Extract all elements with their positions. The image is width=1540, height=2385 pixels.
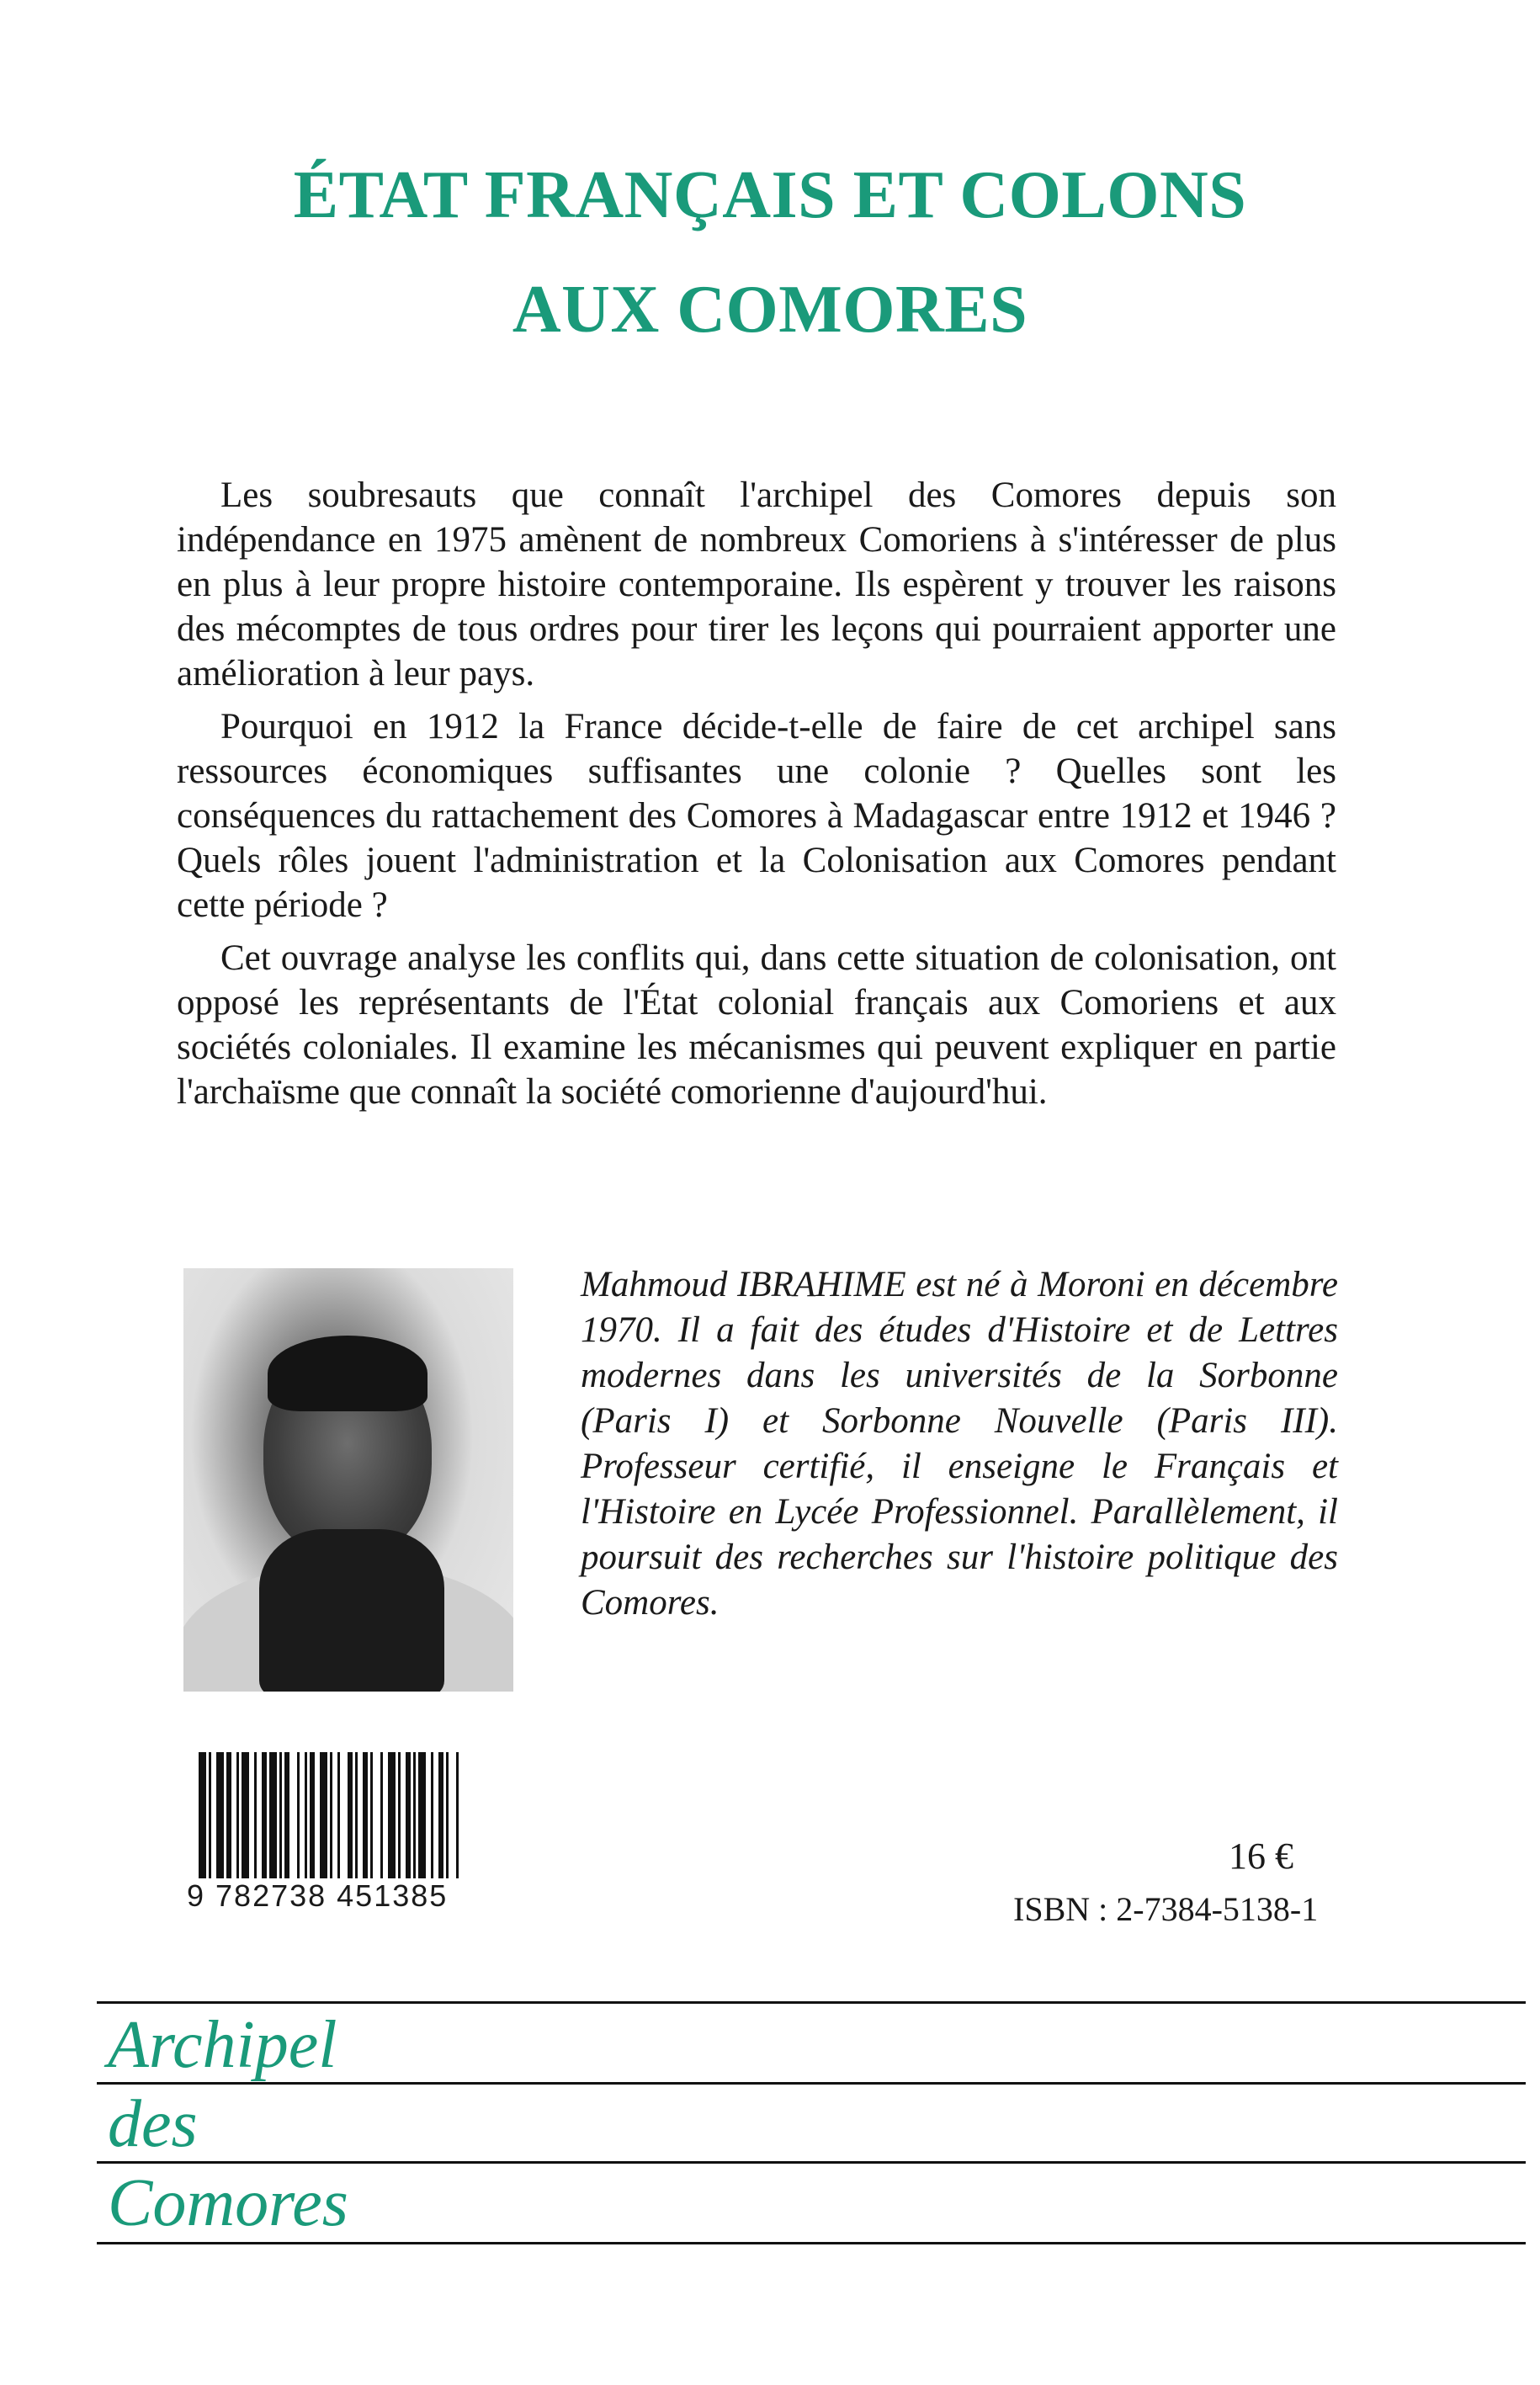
blurb-paragraph: Les soubresauts que connaît l'archipel des Comores depuis son indépendance en 1975 amènent de nombreux Comoriens à s'intéresser de plus en plus à leur propre histoire contemporaine. Ils espèrent y trouver les raisons des mécomptes de tous ordres pour tirer les leçons qui pourraient apporter une amélioration à leur pays. xyxy=(177,475,1336,693)
series-rule xyxy=(97,2161,1526,2164)
book-title-line-2: AUX COMORES xyxy=(512,273,1028,347)
series-rule xyxy=(97,2242,1526,2244)
series-name-line: Archipel xyxy=(108,2008,337,2082)
series-rule xyxy=(97,2082,1526,2085)
author-photo xyxy=(183,1268,513,1692)
isbn-barcode xyxy=(187,1752,508,1920)
price: 16 € xyxy=(1229,1835,1293,1877)
barcode-digits: 9 782738 451385 xyxy=(187,1878,508,1914)
blurb-paragraph: Cet ouvrage analyse les conflits qui, dans cette situation de colonisation, ont opposé les représentants de l'État colonial français aux Comoriens et aux sociétés coloniales. Il examine les mécanismes qui peuvent expliquer en partie l'archaïsme que connaît la société comorienne d'aujourd'hui. xyxy=(177,938,1336,1112)
blurb-paragraph: Pourquoi en 1912 la France décide-t-elle de faire de cet archipel sans ressources économiques suffisantes une colonie ? Quelles sont les conséquences du rattachement des Comores à Madagascar entre 1912 et 1946 ? Quels rôles jouent l'administration et la Colonisation aux Comores pendant cette période ? xyxy=(177,707,1336,925)
isbn-number: ISBN : 2-7384-5138-1 xyxy=(1013,1890,1319,1928)
book-title-line-1: ÉTAT FRANÇAIS ET COLONS xyxy=(293,158,1247,232)
barcode-bars xyxy=(187,1752,508,1887)
series-name-line: Comores xyxy=(108,2166,348,2240)
series-name-line: des xyxy=(108,2087,198,2161)
back-cover-blurb xyxy=(177,473,1336,1123)
series-rule xyxy=(97,2001,1526,2004)
author-bio: Mahmoud IBRAHIME est né à Moroni en décembre 1970. Il a fait des études d'Histoire et de Lettres modernes dans les universités de la Sorbonne (Paris I) et Sorbonne Nouvelle (Paris III). Professeur certifié, il enseigne le Français et l'Histoire en Lycée Professionnel. Parallèlement, il poursuit des recherches sur l'histoire politique des Comores. xyxy=(581,1265,1338,1623)
